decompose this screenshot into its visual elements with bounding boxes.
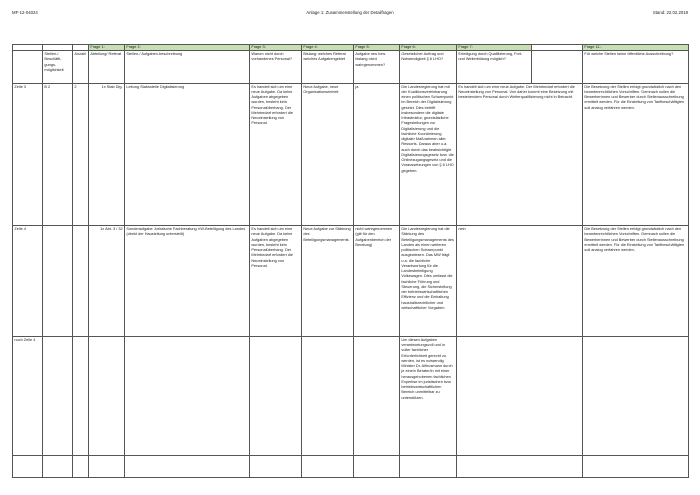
document-date: Stand: 22.02.2018 (652, 10, 688, 15)
frage-11-label: Frage 11.: (583, 45, 689, 51)
cell-anzahl (73, 337, 89, 456)
frage-7-label: Frage 7: (457, 45, 532, 51)
cell-neu: ja (354, 83, 400, 226)
cell-stellen: B 2 (43, 83, 73, 226)
cell-abteilung: 1x Abt. 3 / 32 (89, 226, 125, 337)
col-header-aufgaben: Stellen-/ Aufgaben-beschreibung (125, 51, 250, 84)
cell-gesetzlich: Die Landesregierung hat die Stärkung des Beteiligungsmanagements des Landes als einen weiteren politischen Schwerpunkt ausgewiesen. Das MW trägt u.a. die fachliche Verantwortung für die Landesbeteiligung Volkswagen. Dies umfasst die fachliche Führung und Steuerung, die Sicherstellung der betriebswirtschaftlichen Effizienz und die Einhaltung haushaltsrechtlicher und wirtschaftlicher Vorgaben. (400, 226, 457, 337)
frage-6-label: Frage 6: (400, 45, 457, 51)
col-header-warum: Warum nicht durch vorhandenes Personal? (250, 51, 302, 84)
document-id: MF-12-04024 (12, 10, 38, 15)
cell-ausschreibung (583, 337, 689, 456)
col-header-erledigung: Erledigung durch Qualifizierung, Fort- und Weiterbildung möglich? (457, 51, 532, 84)
table-row (13, 337, 689, 456)
cell-gesetzlich: Die Landesregierung hat mit der Koalitionsvereinbarung einen politischen Schwerpunkt im Bereich der Digitalisierung gesetzt. Dies betrifft insbesondere die digitale Infrastruktur, grundsätzliche Fragestellungen zur Digitalisierung und die fachliche Koordinierung digitaler Maßnahmen aller Ressorts. Daraus aber u.a. auch durch das beabsichtigte Digitalisierungsgesetz bzw. die Onlinezugangsgesetz und die Voraussetzungen von § 6 LHO gegeben. (400, 83, 457, 226)
cell-anzahl (73, 226, 89, 337)
frage-4-label: Frage 4: (302, 45, 354, 51)
cell-bislang: Neue Aufgabe zur Stärkung des Beteiligungsmanagements (302, 226, 354, 337)
cell-gesetzlich: Um diesen Aufgaben verantwortungsvoll und in voller fachlicher Erforderlichkeit gerecht zu werden, ist es notwendig Minister Dr. Althusmann durch je eine/n Berater/in mit einer herausgehobenen fachlichen Expertise im juristischen bzw. betriebswirtschaftlichen Bereich unmittelbar zu unterstützen. (400, 337, 457, 456)
col-header-anzahl: Anzahl (73, 51, 89, 84)
column-header-row (13, 51, 689, 84)
cell-aufgaben: Sonderaufgabe Juristische Fachberatung VW-Beteiligung des Landes (direkt der Hausleitung unterstellt) (125, 226, 250, 337)
cell-erledigung (457, 337, 583, 456)
cell-warum: Es handelt sich um eine neue Aufgabe. Da keine Aufgaben abgegeben wurden, besteht kein Personalüberhang. Der Mehrbedarf erfordert die Neueinstellung von Personal. (250, 226, 302, 337)
table-row (13, 226, 689, 337)
row-label: Zeile 3 (13, 83, 43, 226)
row-label: Zeile 4 (13, 226, 43, 337)
frage-1-label: Frage 1: (89, 45, 125, 51)
cell-abteilung: 1x Stab Dig. (89, 83, 125, 226)
col-header-stellen: Stellen-/ Beschäfti-gungs-möglichkeit (43, 51, 73, 84)
cell-aufgaben: Leitung Stabsstelle Digitalisierung (125, 83, 250, 226)
empty-row (13, 455, 689, 478)
table-row (13, 83, 689, 226)
frage-2-label: Frage 2: (125, 45, 250, 51)
col-header-bislang: Bislang: welches Referat welches Aufgabengebiet (302, 51, 354, 84)
cell-abteilung (89, 337, 125, 456)
col-header-abteilung: Abteilung/ Referat (89, 51, 125, 84)
row-label: noch Zeile 4 (13, 337, 43, 456)
frage-5-label: Frage 5: (354, 45, 400, 51)
cell-warum (250, 337, 302, 456)
cell-aufgaben (125, 337, 250, 456)
cell-stellen (43, 337, 73, 456)
cell-neu (354, 337, 400, 456)
frage-3-label: Frage 3: (250, 45, 302, 51)
col-header-ausschreibung: Für welche Stellen keine öffentliche Ausschreibung? (583, 51, 689, 84)
cell-erledigung: nein (457, 226, 583, 337)
cell-bislang (302, 337, 354, 456)
cell-ausschreibung: Die Besetzung der Stellen erfolgt grundsätzlich nach den beamtenrechtlichen Vorschriften. Demnach sollen die Bewerberinnen und Bewerber durch Stellenausschreibung ermittelt werden. Für die Einstellung von Tarifbeschäftigten soll analog verfahren werden. (583, 83, 689, 226)
cell-erledigung: Es handelt sich um eine neue Aufgabe. Der Mehrbedarf erfordert die Neueinstellung von Personal. Von daher kommt eine Besetzung mit bestehendem Personal durch Weiterqualifizierung nicht in Betracht. (457, 83, 583, 226)
document-title: Anlage 1: Zusammenstellung der Detailfragen (306, 10, 394, 15)
cell-bislang: Neue Aufgabe, neue Organisationseinheit (302, 83, 354, 226)
detail-questions-table (12, 44, 689, 478)
col-header-neu: Aufgabe neu bzw. bislang nicht wahrgenommen? (354, 51, 400, 84)
cell-stellen (43, 226, 73, 337)
col-header-gesetzlich: Gesetzlicher Auftrag und Notwendigkeit § 6 LHO? (400, 51, 457, 84)
cell-neu: nicht wahrgenommen (gilt für den Aufgabenbereich der Beratung) (354, 226, 400, 337)
cell-anzahl: 2 (73, 83, 89, 226)
cell-ausschreibung: Die Besetzung der Stellen erfolgt grundsätzlich nach den beamtenrechtlichen Vorschriften. Demnach sollen die Bewerberinnen und Bewerber durch Stellenausschreibung ermittelt werden. Für die Einstellung von Tarifbeschäftigten soll analog verfahren werden. (583, 226, 689, 337)
cell-warum: Es handelt sich um eine neue Aufgabe. Da keine Aufgaben abgegeben wurden, besteht kein Personalüberhang. Der Mehrbedarf erfordert die Neueinstellung von Personal. (250, 83, 302, 226)
